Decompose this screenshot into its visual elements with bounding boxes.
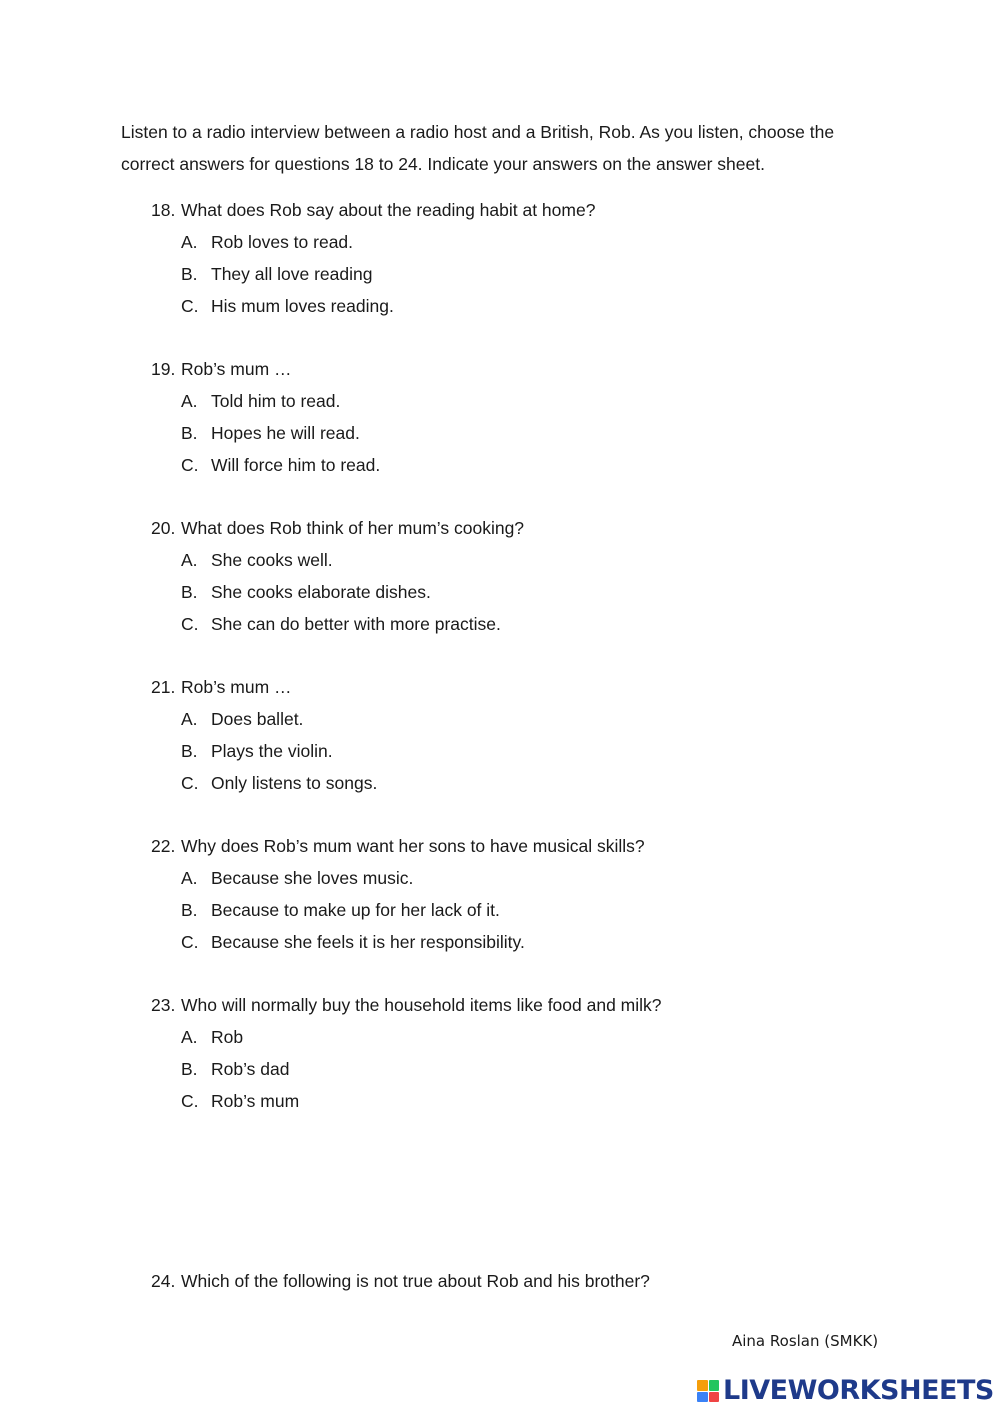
option-c[interactable]: C. Will force him to read. — [181, 455, 381, 475]
option-a[interactable]: A. Because she loves music. — [181, 868, 414, 888]
option-c[interactable]: C. Only listens to songs. — [181, 773, 378, 793]
author-credit: Aina Roslan (SMKK) — [732, 1332, 879, 1350]
liveworksheets-logo — [697, 1376, 994, 1406]
options-list — [151, 1026, 662, 1112]
question-text: 24. Which of the following is not true about Rob and his brother? — [151, 1271, 650, 1291]
option-b[interactable]: B. Rob’s dad — [181, 1059, 290, 1079]
instructions-text: Listen to a radio interview between a radio host and a British, Rob. As you listen, choose the correct answers for questions 18 to 24. Indicate your answers on the answer sheet. — [121, 122, 835, 174]
options-list — [151, 708, 377, 794]
option-a[interactable]: A. Rob — [181, 1027, 244, 1047]
question-text: 21. Rob’s mum … — [151, 677, 292, 697]
question-24 — [151, 1270, 650, 1292]
option-b[interactable]: B. Because to make up for her lack of it. — [181, 900, 500, 920]
option-b[interactable]: B. They all love reading — [181, 264, 373, 284]
question-text: 20. What does Rob think of her mum’s cooking? — [151, 518, 525, 538]
question-23 — [151, 994, 662, 1122]
question-22 — [151, 835, 645, 963]
option-a[interactable]: A. Does ballet. — [181, 709, 304, 729]
option-b[interactable]: B. Hopes he will read. — [181, 423, 360, 443]
question-19 — [151, 358, 380, 486]
question-18 — [151, 199, 595, 327]
option-a[interactable]: A. She cooks well. — [181, 550, 333, 570]
logo-square — [697, 1392, 708, 1403]
options-list — [151, 390, 380, 476]
option-c[interactable]: C. His mum loves reading. — [181, 296, 394, 316]
option-c[interactable]: C. Because she feels it is her responsibility. — [181, 932, 525, 952]
options-list — [151, 549, 524, 635]
liveworksheets-logo-icon — [697, 1380, 719, 1402]
question-text: 23. Who will normally buy the household items like food and milk? — [151, 995, 662, 1015]
logo-square — [709, 1392, 720, 1403]
question-text: 22. Why does Rob’s mum want her sons to have musical skills? — [151, 836, 645, 856]
option-c[interactable]: C. Rob’s mum — [181, 1091, 300, 1111]
option-b[interactable]: B. She cooks elaborate dishes. — [181, 582, 431, 602]
options-list — [151, 867, 645, 953]
option-a[interactable]: A. Rob loves to read. — [181, 232, 354, 252]
question-20 — [151, 517, 524, 645]
option-b[interactable]: B. Plays the violin. — [181, 741, 333, 761]
option-c[interactable]: C. She can do better with more practise. — [181, 614, 501, 634]
question-21 — [151, 676, 377, 804]
option-a[interactable]: A. Told him to read. — [181, 391, 341, 411]
logo-text: LIVEWORKSHEETS — [723, 1375, 994, 1406]
logo-square — [709, 1380, 720, 1391]
question-text: 19. Rob’s mum … — [151, 359, 292, 379]
question-text: 18. What does Rob say about the reading habit at home? — [151, 200, 596, 220]
logo-square — [697, 1380, 708, 1391]
options-list — [151, 231, 595, 317]
